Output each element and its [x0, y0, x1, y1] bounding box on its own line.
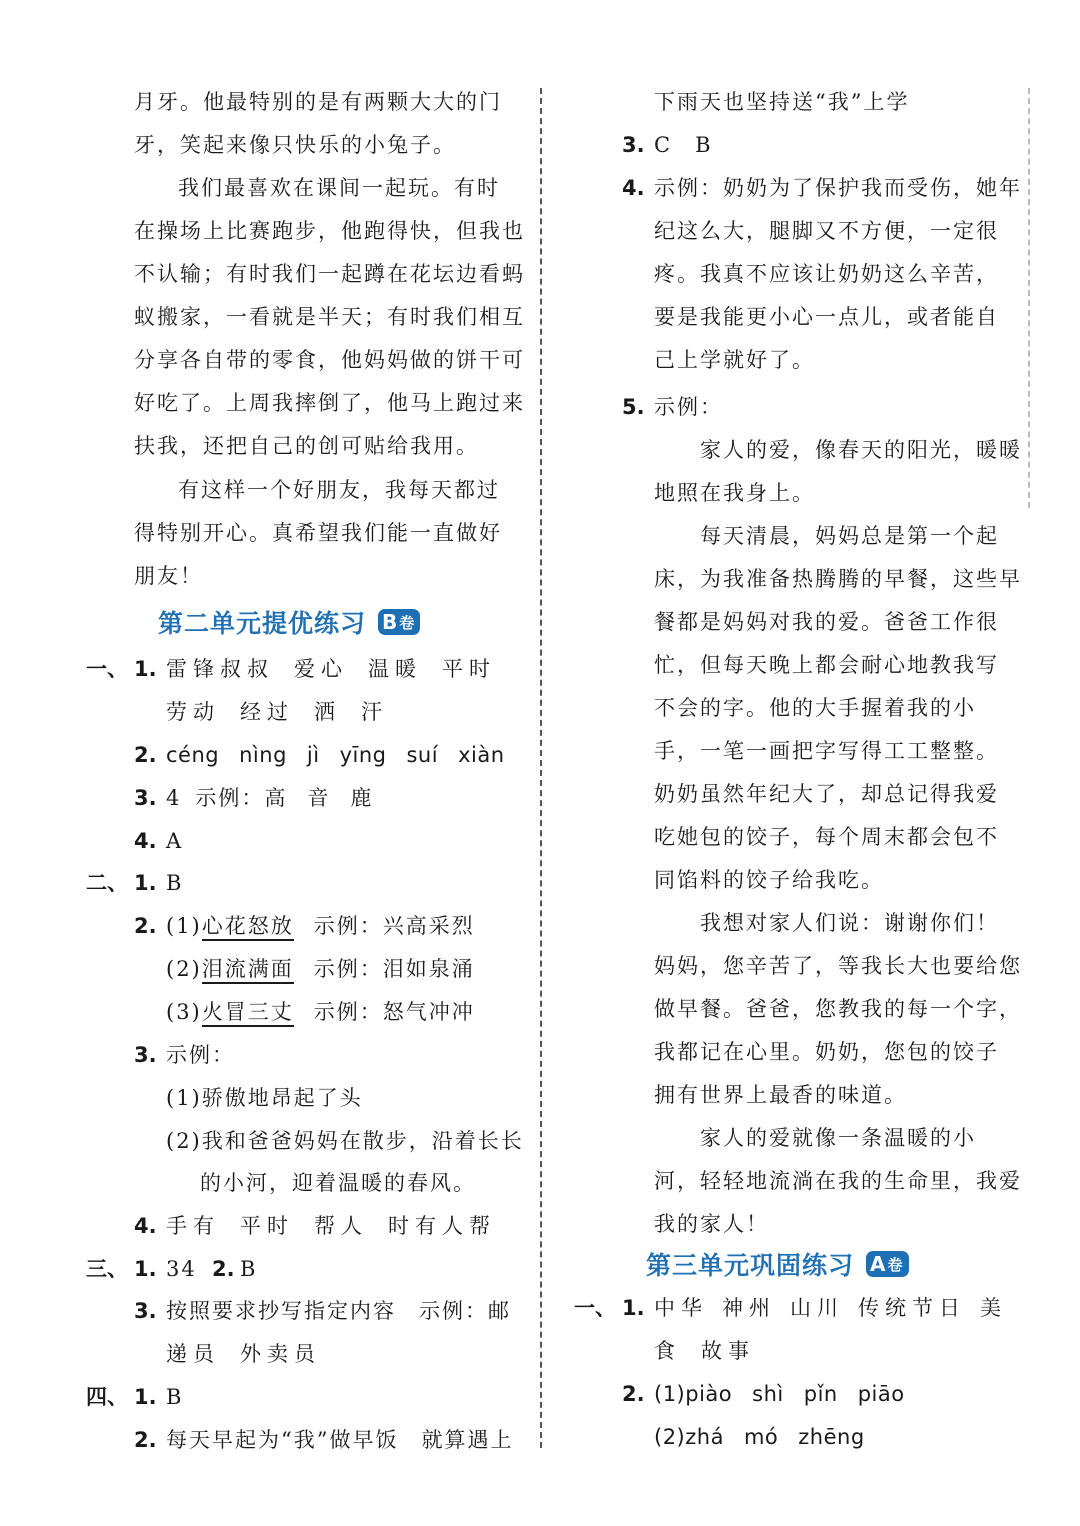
- essay-line: 我的家人！: [654, 1212, 769, 1236]
- essay-line: 奶奶虽然年纪大了，却总记得我爱: [654, 782, 999, 806]
- badge-suffix: 卷: [399, 613, 415, 632]
- answer-line: 中华 神州 山川 传统节日 美: [654, 1296, 1007, 1320]
- essay-line: 分享各自带的零食，他妈妈做的饼干可: [134, 348, 525, 372]
- question-number: 1.: [134, 1385, 157, 1409]
- answer-line: 疼。我真不应该让奶奶这么辛苦，: [654, 262, 999, 286]
- answer-line: 每天早起为“我”做早饭 就算遇上: [166, 1428, 514, 1452]
- pinyin-answer: céng nìng jì yīng suí xiàn: [166, 743, 505, 767]
- essay-line: 家人的爱就像一条温暖的小: [700, 1126, 976, 1150]
- essay-line: 得特别开心。真希望我们能一直做好: [134, 521, 502, 545]
- pinyin-answer: (1)piào shì pǐn piāo: [654, 1382, 905, 1406]
- essay-line: 在操场上比赛跑步，他跑得快，但我也: [134, 219, 525, 243]
- question-number: 3.: [134, 1043, 157, 1067]
- unit2-badge: [378, 609, 420, 635]
- question-number: 1.: [134, 657, 157, 681]
- badge-letter: A: [870, 1252, 886, 1276]
- question-number: 2.: [134, 743, 157, 767]
- section-mark: 一、: [574, 1296, 616, 1320]
- question-number: 3.: [134, 786, 157, 810]
- essay-line: 我们最喜欢在课间一起玩。有时: [178, 176, 500, 200]
- essay-line: 牙，笑起来像只快乐的小兔子。: [134, 133, 456, 157]
- unit2-heading: [158, 604, 420, 640]
- essay-line: 不会的字。他的大手握着我的小: [654, 696, 976, 720]
- question-number: 2.: [134, 1428, 157, 1452]
- essay-line: 河，轻轻地流淌在我的生命里，我爱: [654, 1169, 1022, 1193]
- essay-line: 有这样一个好朋友，我每天都过: [178, 478, 500, 502]
- essay-line: 我想对家人们说：谢谢你们！: [700, 911, 999, 935]
- essay-line: 朋友！: [134, 564, 203, 588]
- answer-value: B: [166, 1385, 184, 1409]
- answer-line: 按照要求抄写指定内容 示例：邮: [166, 1299, 511, 1323]
- section-mark: 二、: [86, 871, 128, 895]
- answer-value: A: [166, 829, 184, 853]
- section-mark: 三、: [86, 1257, 128, 1281]
- answer-line: 劳动 经过 洒 汗: [166, 700, 388, 724]
- question-number: 4.: [622, 176, 645, 200]
- essay-line: 手，一笔一画把字写得工工整整。: [654, 739, 999, 763]
- answer-value: C B: [654, 133, 713, 157]
- column-divider: [540, 88, 542, 1448]
- essay-line: 好吃了。上周我摔倒了，他马上跑过来: [134, 391, 525, 415]
- question-number: 4.: [134, 1214, 157, 1238]
- answer-label: 示例：: [166, 1043, 235, 1067]
- unit3-badge: [866, 1251, 909, 1277]
- badge-letter: B: [382, 610, 398, 634]
- answer-line: 要是我能更小心一点儿，或者能自: [654, 305, 999, 329]
- answer-line: 4 示例：高 音 鹿: [166, 786, 374, 810]
- question-number: 3.: [622, 133, 645, 157]
- essay-line: 同馅料的饺子给我吃。: [654, 868, 884, 892]
- badge-suffix: 卷: [887, 1255, 903, 1274]
- unit2-title: 第二单元提优练习: [158, 609, 367, 638]
- answer-line: 雷锋叔叔 爱心 温暖 平时: [166, 657, 496, 681]
- answer-label: 示例：: [654, 395, 723, 419]
- essay-line: 忙，但每天晚上都会耐心地教我写: [654, 653, 999, 677]
- answer-line: 递员 外卖员: [166, 1342, 321, 1366]
- essay-line: 我都记在心里。奶奶，您包的饺子: [654, 1040, 999, 1064]
- essay-line: 每天清晨，妈妈总是第一个起: [700, 524, 999, 548]
- question-number: 1.: [622, 1296, 645, 1320]
- question-number: 4.: [134, 829, 157, 853]
- question-number: 5.: [622, 395, 645, 419]
- answer-value: 34: [166, 1257, 197, 1281]
- essay-line: 做早餐。爸爸，您教我的每一个字，: [654, 997, 1022, 1021]
- idiom-item: (1)心花怒放 示例：兴高采烈: [166, 911, 475, 941]
- question-number: 2.: [134, 914, 157, 938]
- right-edge-divider: [1028, 88, 1030, 508]
- essay-line: 餐都是妈妈对我的爱。爸爸工作很: [654, 610, 999, 634]
- unit3-heading: [646, 1246, 909, 1282]
- answer-line: 己上学就好了。: [654, 348, 815, 372]
- question-number: 1.: [134, 1257, 157, 1281]
- question-number: 1.: [134, 871, 157, 895]
- question-number: 2.: [622, 1382, 645, 1406]
- answer-line: 纪这么大，腿脚又不方便，一定很: [654, 219, 999, 243]
- essay-line: 地照在我身上。: [654, 481, 815, 505]
- essay-line: 妈妈，您辛苦了，等我长大也要给您: [654, 954, 1022, 978]
- answer-line: (2)我和爸爸妈妈在散步，沿着长长: [166, 1129, 524, 1153]
- answer-line: 下雨天也坚持送“我”上学: [654, 90, 910, 114]
- essay-line: 拥有世界上最香的味道。: [654, 1083, 907, 1107]
- question-number: 2.: [212, 1257, 235, 1281]
- essay-line: 月牙。他最特别的是有两颗大大的门: [134, 90, 502, 114]
- idiom-item: (2)泪流满面 示例：泪如泉涌: [166, 954, 475, 984]
- answer-value: B: [240, 1257, 258, 1281]
- essay-line: 家人的爱，像春天的阳光，暖暖: [700, 438, 1022, 462]
- essay-line: 吃她包的饺子，每个周末都会包不: [654, 825, 999, 849]
- idiom-item: (3)火冒三丈 示例：怒气冲冲: [166, 997, 475, 1027]
- answer-line: 手有 平时 帮人 时有人帮: [166, 1214, 496, 1238]
- essay-line: 扶我，还把自己的创可贴给我用。: [134, 434, 479, 458]
- unit3-title: 第三单元巩固练习: [646, 1251, 855, 1280]
- answer-line: 示例：奶奶为了保护我而受伤，她年: [654, 176, 1022, 200]
- pinyin-answer: (2)zhá mó zhēng: [654, 1425, 865, 1449]
- essay-line: 不认输；有时我们一起蹲在花坛边看蚂: [134, 262, 525, 286]
- answer-line: 的小河，迎着温暖的春风。: [200, 1171, 476, 1195]
- essay-line: 床，为我准备热腾腾的早餐，这些早: [654, 567, 1022, 591]
- section-mark: 一、: [86, 657, 128, 681]
- essay-line: 蚁搬家，一看就是半天；有时我们相互: [134, 305, 525, 329]
- answer-line: (1)骄傲地昂起了头: [166, 1086, 363, 1110]
- answer-value: B: [166, 871, 184, 895]
- section-mark: 四、: [86, 1385, 128, 1409]
- answer-line: 食 故事: [654, 1339, 755, 1363]
- question-number: 3.: [134, 1299, 157, 1323]
